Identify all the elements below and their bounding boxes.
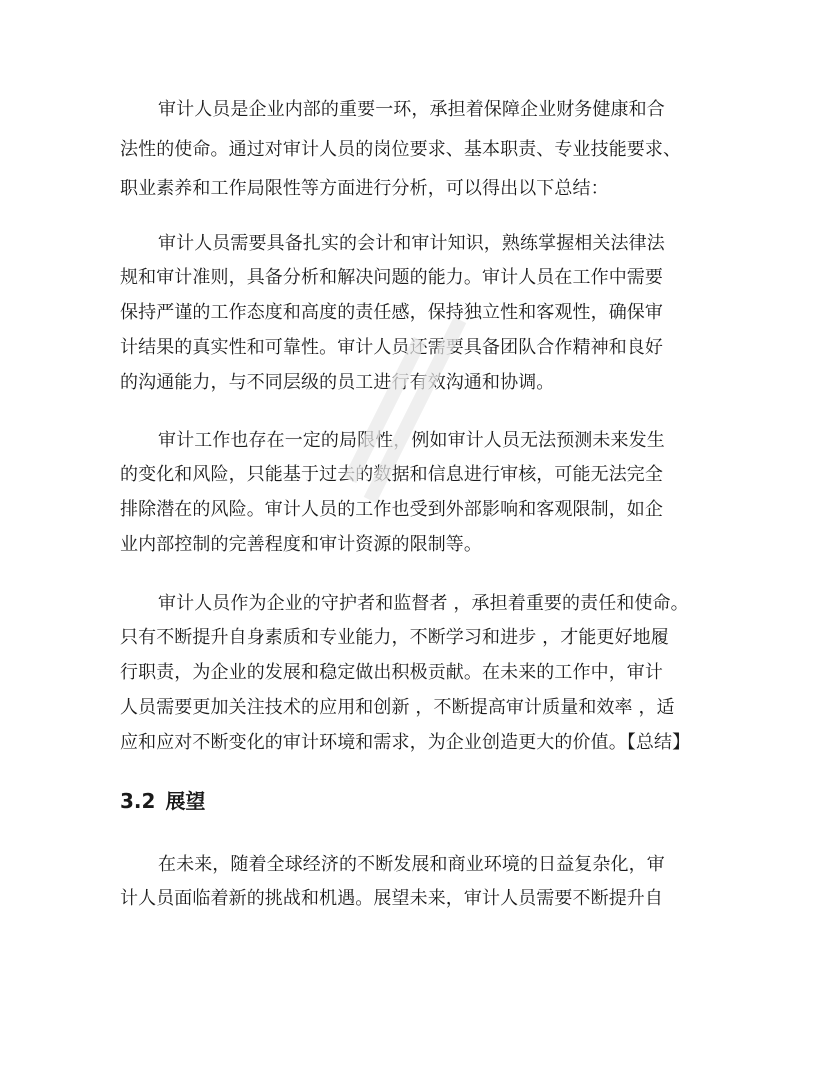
section-paragraph-line-1: 在未来，随着全球经济的不断发展和商业环境的日益复杂化，审 (158, 854, 665, 875)
paragraph-3-line-2: 的变化和风险，只能基于过去的数据和信息进行审核，可能无法完全 (120, 464, 663, 485)
paragraph-2-line-2: 规和审计准则，具备分析和解决问题的能力。审计人员在工作中需要 (120, 267, 663, 288)
section-heading (120, 788, 205, 814)
paragraph-1-line-2: 法性的使命。通过对审计人员的岗位要求、基本职责、专业技能要求、 (120, 139, 682, 160)
paragraph-3-line-1: 审计工作也存在一定的局限性，例如审计人员无法预测未来发生 (158, 430, 665, 451)
paragraph-4-line-5: 应和应对不断变化的审计环境和需求，为企业创造更大的价值。【总结】 (120, 732, 691, 753)
paragraph-1-line-3: 职业素养和工作局限性等方面进行分析，可以得出以下总结： (120, 178, 609, 199)
section-paragraph-line-2: 计人员面临着新的挑战和机遇。展望未来，审计人员需要不断提升自 (120, 888, 663, 909)
watermark-graphic (310, 300, 510, 520)
paragraph-2-line-3: 保持严谨的工作态度和高度的责任感，保持独立性和客观性，确保审 (120, 302, 663, 323)
paragraph-4-line-1: 审计人员作为企业的守护者和监督者 ，承担着重要的责任和使命。 (158, 593, 689, 614)
section-title: 展望 (165, 789, 206, 813)
section-number: 3.2 (120, 789, 156, 813)
paragraph-1-line-1: 审计人员是企业内部的重要一环，承担着保障企业财务健康和合 (158, 99, 665, 120)
paragraph-2-line-4: 计结果的真实性和可靠性。审计人员还需要具备团队合作精神和良好 (120, 337, 663, 358)
paragraph-3-line-4: 业内部控制的完善程度和审计资源的限制等。 (120, 534, 482, 555)
paragraph-4-line-3: 行职责，为企业的发展和稳定做出积极贡献。在未来的工作中，审计 (120, 662, 663, 683)
paragraph-4-line-4: 人员需要更加关注技术的应用和创新 ，不断提高审计质量和效率 ，适 (120, 697, 675, 718)
paragraph-3-line-3: 排除潜在的风险。审计人员的工作也受到外部影响和客观限制，如企 (120, 499, 663, 520)
paragraph-2-line-1: 审计人员需要具备扎实的会计和审计知识，熟练掌握相关法律法 (158, 233, 665, 254)
paragraph-4-line-2: 只有不断提升自身素质和专业能力，不断学习和进步 ，才能更好地履 (120, 627, 669, 648)
paragraph-2-line-5: 的沟通能力，与不同层级的员工进行有效沟通和协调。 (120, 372, 555, 393)
